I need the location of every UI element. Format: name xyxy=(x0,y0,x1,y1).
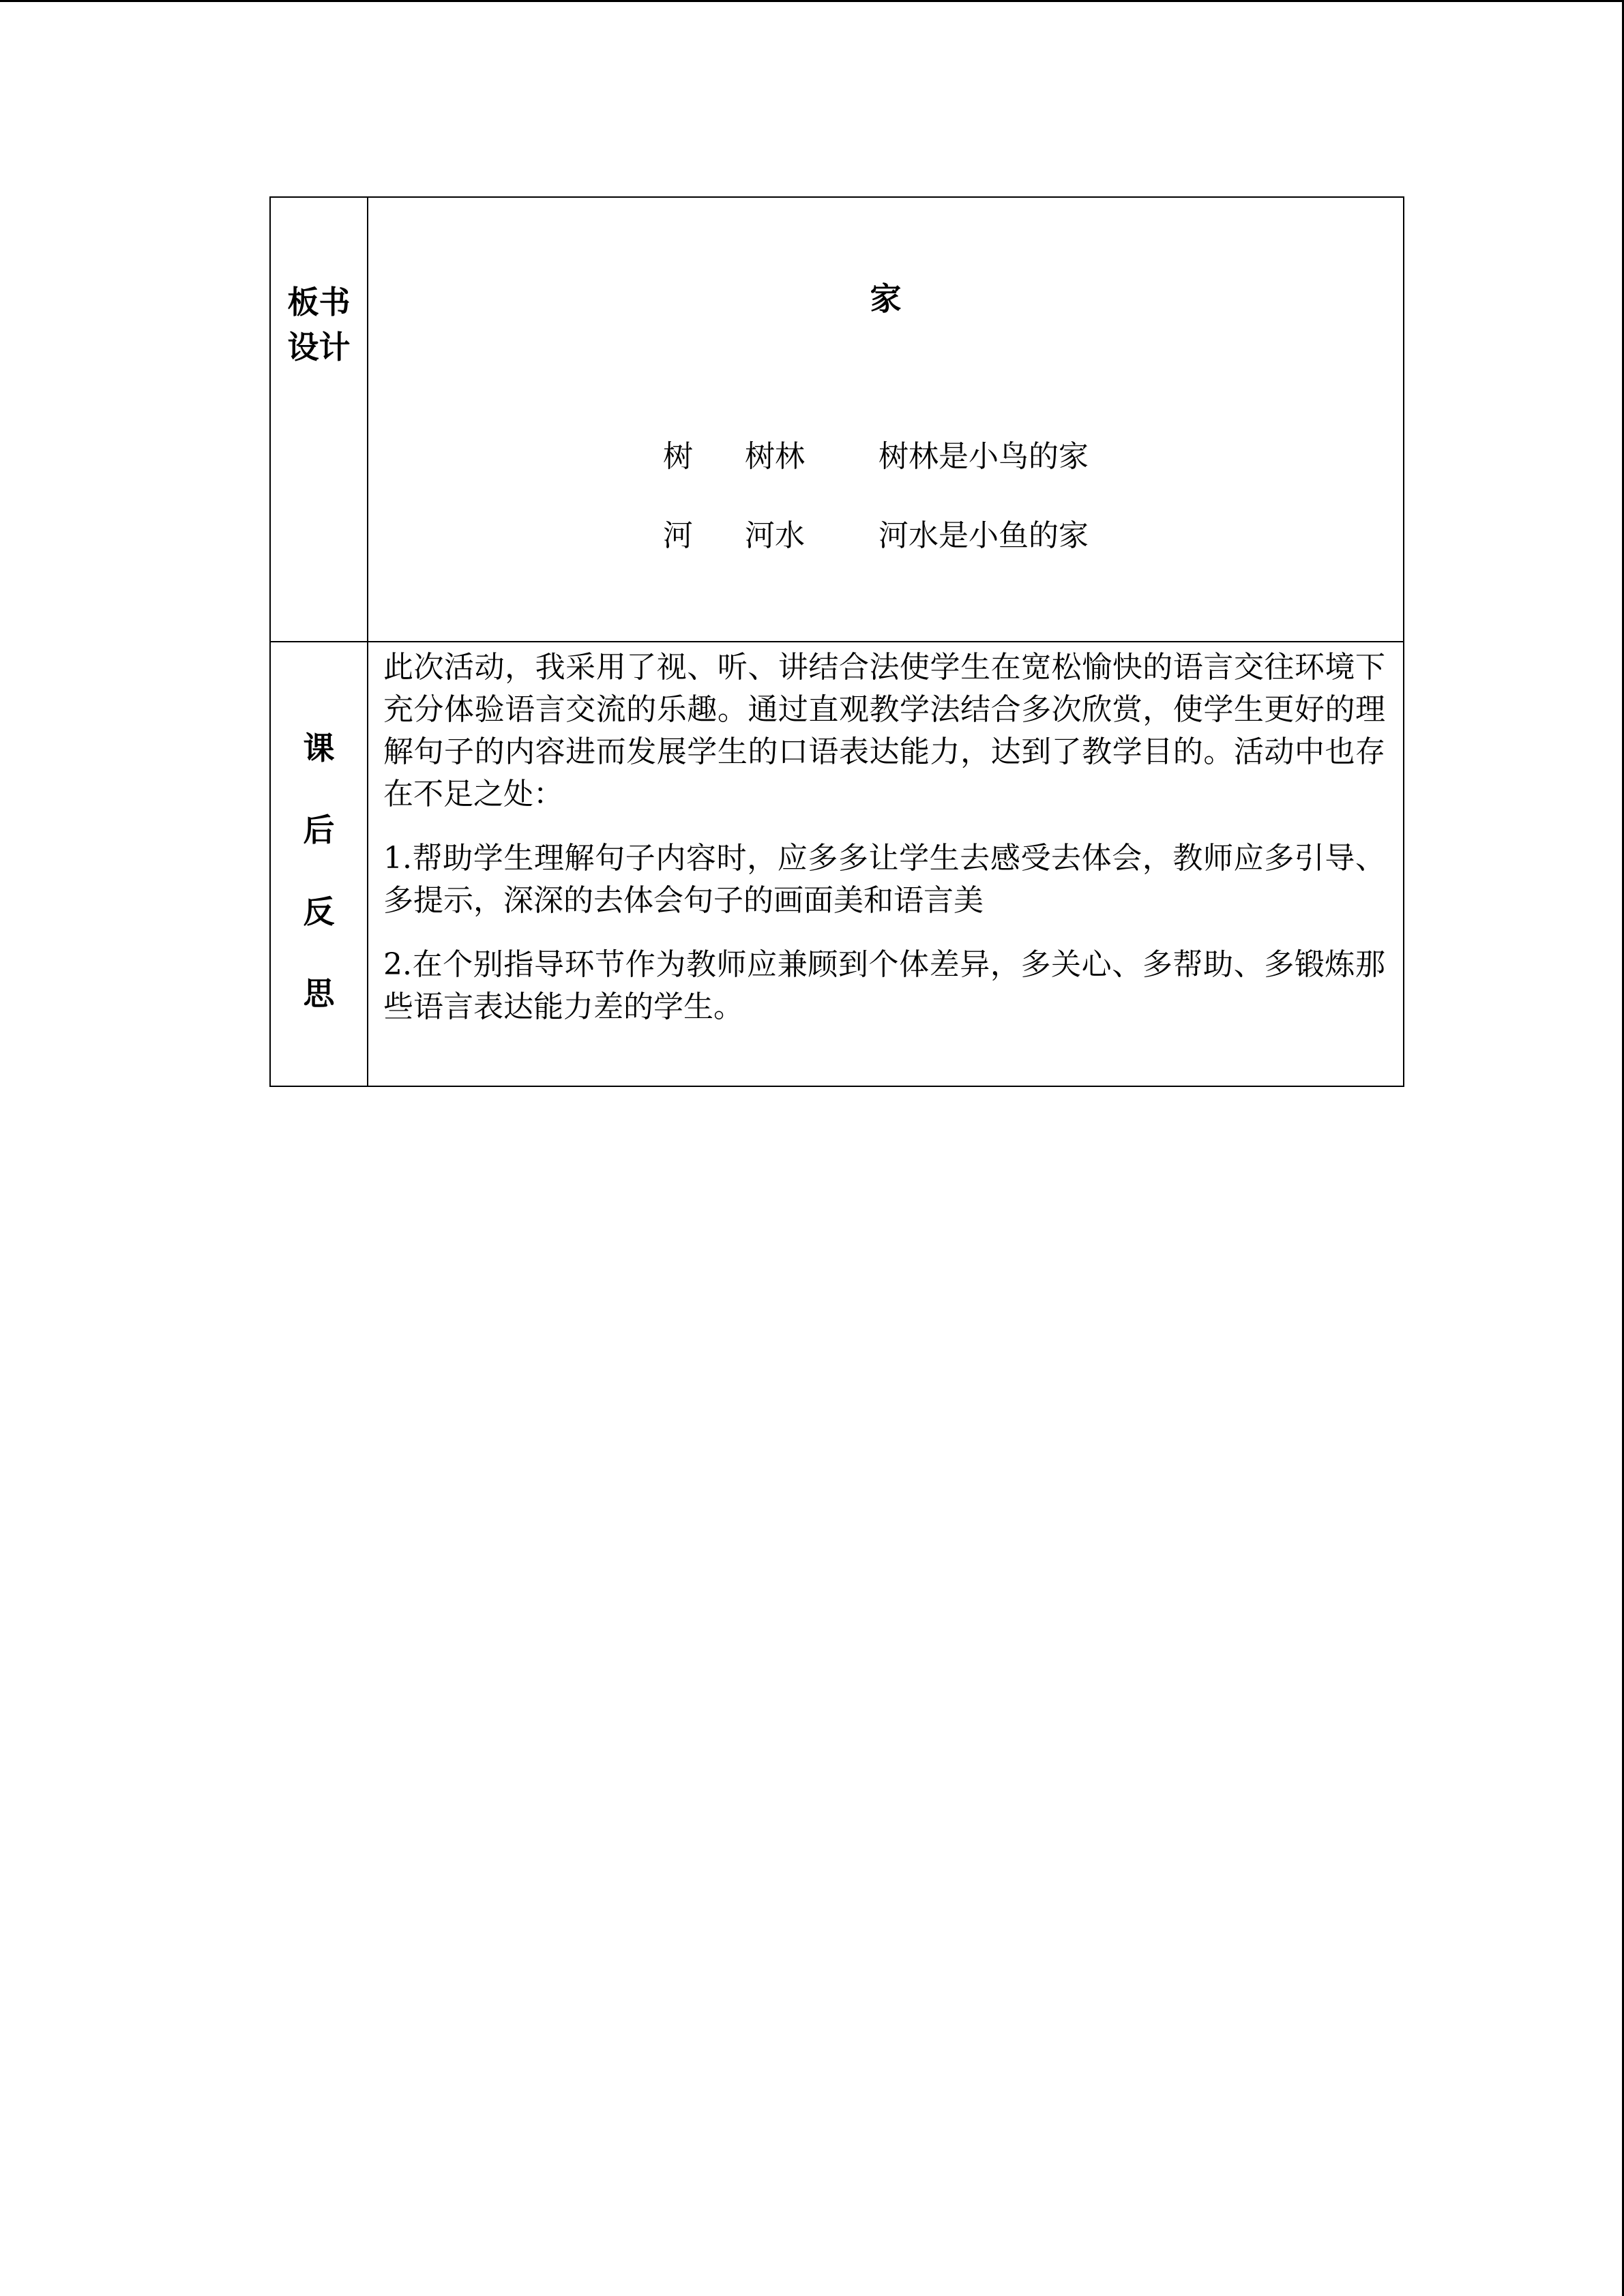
board-design-label-line1: 板书 xyxy=(287,284,351,320)
board-word: 河水 xyxy=(745,518,805,553)
board-design-row xyxy=(270,197,1404,642)
board-design-label-cell xyxy=(270,197,368,642)
reflection-label-char: 反 xyxy=(303,893,335,930)
board-design-content-cell xyxy=(368,197,1404,642)
board-sentence: 河水是小鱼的家 xyxy=(879,518,1089,553)
reflection-text xyxy=(368,642,1403,1037)
board-char: 树 xyxy=(663,439,693,474)
reflection-label-cell xyxy=(270,642,368,1086)
lesson-table xyxy=(269,196,1404,1087)
reflection-content-cell xyxy=(368,642,1404,1086)
board-design-label xyxy=(271,280,367,370)
page-top-border xyxy=(0,0,1624,2)
reflection-label-char: 后 xyxy=(303,811,335,848)
reflection-label-char: 思 xyxy=(303,975,335,1012)
board-word: 树林 xyxy=(745,439,805,474)
reflection-label-char: 课 xyxy=(303,730,335,766)
board-title: 家 xyxy=(870,280,902,317)
board-sentence: 树林是小鸟的家 xyxy=(879,439,1089,474)
reflection-row xyxy=(270,642,1404,1086)
reflection-paragraph: 此次活动，我采用了视、听、讲结合法使学生在宽松愉快的语言交往环境下充分体验语言交流的乐趣。通过直观教学法结合多次欣赏，使学生更好的理解句子的内容进而发展学生的口语表达能力，达到了教学目的。活动中也存在不足之处： xyxy=(383,650,1385,811)
board-char: 河 xyxy=(663,518,693,553)
reflection-paragraph: 2.在个别指导环节作为教师应兼顾到个体差异，多关心、多帮助、多锻炼那些语言表达能力差的学生。 xyxy=(383,947,1385,1024)
reflection-paragraph: 1.帮助学生理解句子内容时，应多多让学生去感受去体会，教师应多引导、多提示，深深的去体会句子的画面美和语言美 xyxy=(383,841,1385,918)
board-design-label-line2: 设计 xyxy=(287,329,351,366)
